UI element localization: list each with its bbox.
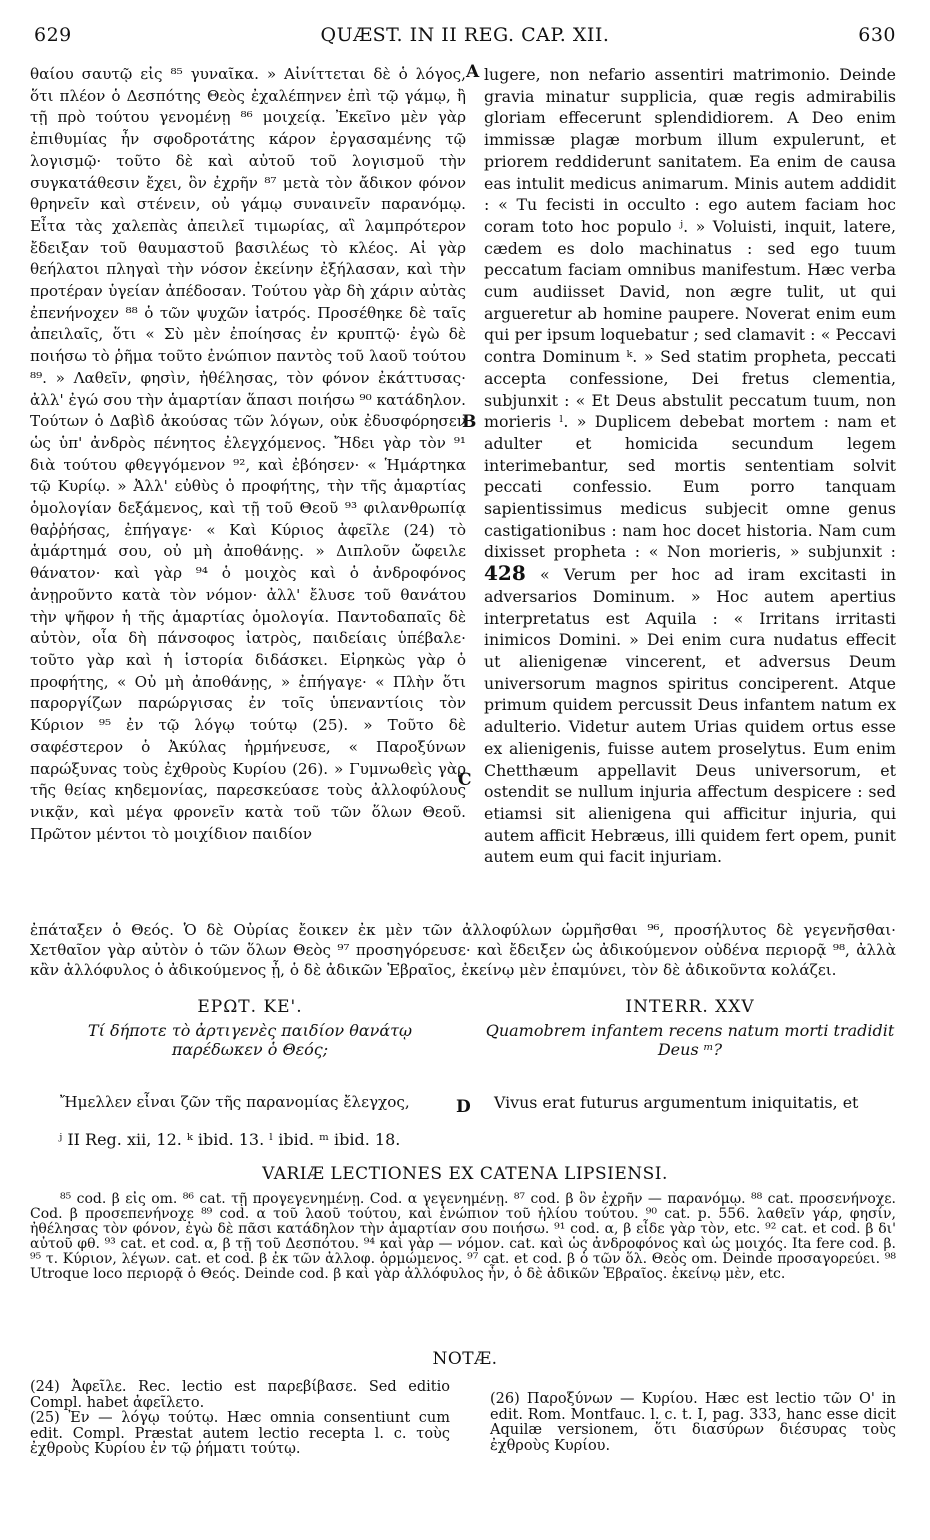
margin-letter-d: D bbox=[456, 1097, 471, 1117]
question-greek-title: ΕΡΩΤ. ΚΕ'. bbox=[197, 997, 303, 1017]
note-25: (25) Ἐν — λόγῳ τούτῳ. Hæc omnia consentiunt cum edit. Compl. Præstat autem lectio recepta l. c. τοὺς ἐχθροὺς Κυρίου ἐν τῷ ῥήματι τούτῳ. bbox=[30, 1410, 450, 1457]
scripture-references: ʲ II Reg. xii, 12. ᵏ ibid. 13. ˡ ibid. ᵐ ibid. 18. bbox=[58, 1130, 401, 1149]
greek-column bbox=[30, 64, 466, 845]
left-page-number: 629 bbox=[34, 24, 72, 46]
question-latin-text: Quamobrem infantem recens natum morti tradidit Deus ᵐ? bbox=[485, 1021, 895, 1059]
greek-full-width-text: ἐπάταξεν ὁ Θεός. Ὁ δὲ Οὐρίας ἔοικεν ἐκ μὲν τῶν ἀλλοφύλων ὡρμῆσθαι ⁹⁶, προσήλυτος δὲ γεγενῆσθαι· Χετθαῖον γὰρ αὐτὸν ὁ τῶν ὅλων Θεὸς ⁹⁷ προσηγόρευσε· καὶ ἔδειξεν ὡς ἀδικούμενον οὐδένα περιορᾷ ⁹⁸, ἀλλὰ κἂν ἀλλόφυλος ὁ ἀδικούμενος ᾖ, ὁ δὲ ἀδικῶν Ἑβραῖος, ἐκείνῳ μὲν ἐπαμύνει, τὸν δὲ ἀδικοῦντα κολάζει. bbox=[30, 921, 896, 979]
note-24: (24) Ἀφεῖλε. Rec. lectio est παρεβίβασε. Sed editio Compl. habet ἀφεῖλετο. bbox=[30, 1379, 450, 1411]
greek-column-text: θαίου σαυτῷ εἰς ⁸⁵ γυναῖκα. » Αἰνίττεται δὲ ὁ λόγος, ὅτι πλέον ὁ Δεσπότης Θεὸς ἐχαλέπηνεν ἐπὶ τῷ γάμῳ, ἢ τῇ πρὸ τούτου γενομένῃ ⁸⁶ μοιχείᾳ. Ἐκεῖνο μὲν γὰρ ἐπιθυμίας ἦν σφοδροτάτης κάρον ἐργασαμένης τῷ λογισμῷ· τοῦτο δὲ καὶ αὐτοῦ τοῦ λογισμοῦ τὴν συγκατάθεσιν ἔχει, ὃν ἐχρῆν ⁸⁷ μετὰ τὸν ἄδικον φόνον θρηνεῖν καὶ στένειν, οὐ γάμῳ συναινεῖν παρανόμῳ. Εἶτα τὰς χαλεπὰς ἀπειλεῖ τιμωρίας, αἳ λαμπρότερον ἔδειξαν τοῦ θαυμαστοῦ βασιλέως τὸ κλέος. Αἱ γὰρ θεήλατοι πληγαὶ τὴν νόσον ἐκείνην ἐξήλασαν, καὶ τὴν προτέραν ὑγείαν ἀπέδοσαν. Τούτου γὰρ δὴ χάριν αὐτὰς ἐπενήνοχεν ⁸⁸ ὁ τῶν ψυχῶν ἰατρός. Προσέθηκε δὲ ταῖς ἀπειλαῖς, ὅτι « Σὺ μὲν ἐποίησας ἐν κρυπτῷ· ἐγὼ δὲ ποιήσω τὸ ῥῆμα τοῦτο ἐνώπιον παντὸς τοῦ λαοῦ τούτου ⁸⁹. » Λαθεῖν, φησὶν, ἠθέλησας, τὸν φόνον ἐκάττυσας· ἀλλ' ἐγώ σου τὴν ἁμαρτίαν ἅπασι ποιήσω ⁹⁰ κατάδηλον. Τούτων ὁ Δαβὶδ ἀκούσας τῶν λόγων, οὐκ ἐδυσφόρησεν ὡς ὑπ' ἀνδρὸς πένητος ἐλεγχόμενος. Ἤδει γὰρ τὸν ⁹¹ διὰ τούτου φθεγγόμενον ⁹², καὶ ἐβόησεν· « Ἡμάρτηκα τῷ Κυρίῳ. » Ἀλλ' εὐθὺς ὁ προφήτης, τὴν τῆς ἁμαρτίας ὁμολογίαν δεξάμενος, καὶ τῇ τοῦ Θεοῦ ⁹³ φιλανθρωπίᾳ θαῤῥήσας, ἐπήγαγε· « Καὶ Κύριος ἀφεῖλε (24) τὸ ἁμάρτημά σου, οὐ μὴ ἀποθάνῃς. » Διπλοῦν ὤφειλε θάνατον· καὶ γὰρ ⁹⁴ ὁ μοιχὸς καὶ ὁ ἀνδροφόνος ἀνῃροῦντο κατὰ τὸν νόμον· ἀλλ' ἔλυσε τοῦ θανάτου τὴν ψῆφον ἡ τῆς ἁμαρτίας ὁμολογία. Παντοδαπαῖς δὲ αὐτὸν, οἷα δὴ πάνσοφος ἰατρὸς, παιδείαις ὑπέβαλε· τοῦτο γὰρ καὶ ἡ ἱστορία διδάσκει. Εἰρηκὼς γὰρ ὁ προφήτης, « Οὐ μὴ ἀποθάνῃς, » ἐπήγαγε· « Πλὴν ὅτι παροργίζων παρώργισας ἐν τοῖς ὑπεναντίοις τὸν Κύριον ⁹⁵ ἐν τῷ λόγῳ τούτῳ (25). » Τοῦτο δὲ σαφέστερον ὁ Ἀκύλας ἡρμήνευσε, « Παροξύνων παρώξυνας τοὺς ἐχθροὺς Κυρίου (26). » Γυμνωθεὶς γὰρ τῆς θείας κηδεμονίας, παρεσκεύασε τοὺς ἀλλοφύλους νικᾷν, καὶ μέγα φρονεῖν κατὰ τοῦ τῶν ὅλων Θεοῦ. Πρῶτον μέντοι τὸ μοιχίδιον παιδίον bbox=[30, 65, 466, 843]
margin-letter-c: C bbox=[458, 770, 472, 790]
latin-text-before: lugere, non nefario assentiri matrimonio. Deinde gravia minatur supplicia, quæ regis admirabilis gloriam effecerunt splendidiorem. A Deo enim immissæ plagæ morbum illum expulerunt, et priorem reddiderunt sanitatem. Ea enim de causa eas intulit medicus animarum. Minis autem addidit : « Tu fecisti in occulto : ego autem faciam hoc coram toto hoc populo ʲ. » Voluisti, inquit, latere, cædem es dolo machinatus : sed ego tuum peccatum faciam omnibus manifestum. Hæc verba cum audiisset David, non ægre tulit, ut qui argueretur ab homine paupere. Noverat enim eum qui per ipsum loquebatur ; sed clamavit : « Peccavi contra Dominum ᵏ. » Sed statim propheta, peccati accepta confessione, Dei fretus clementia, subjunxit : « Et Deus abstulit peccatum tuum, non morieris ˡ. » Duplicem debebat mortem : nam et adulter et homicida secundum legem interimebantur, sed mortis sententiam solvit peccati confessio. Eum porro tanquam sapientissimus medicus subjecit omne genus castigationibus : nam hoc docet historia. Nam cum dixisset propheta : « Non morieris, » subjunxit : bbox=[484, 65, 896, 562]
variae-text: ⁸⁵ cod. β εἰς om. ⁸⁶ cat. τῇ προγεγενημένῃ. Cod. α γεγενημένῃ. ⁸⁷ cod. β ὃν ἐχρῆν — παρανόμῳ. ⁸⁸ cat. προσενήνοχε. Cod. β προσεπενήνοχε ⁸⁹ cod. α τοῦ λαοῦ τούτου, καὶ ἐνώπιον τοῦ ἡλίου τούτου. ⁹⁰ cat. p. 556. λαθεῖν γάρ, φησίν, ἠθέλησας τὸν φόνον, ἐγὼ δὲ πᾶσι κατάδηλον τὴν ἁμαρτίαν σου ποιήσω. ⁹¹ cod. α, β εἶδε γὰρ τὸν, etc. ⁹² cat. et cod. β δι' αὐτοῦ φθ. ⁹³ cat. et cod. α, β τῇ τοῦ Δεσπότου. ⁹⁴ καὶ γὰρ — νόμον. cat. καὶ ὡς ἀνδροφόνος καὶ ὡς μοιχός. Ita fere cod. β. ⁹⁵ τ. Κύριον, λέγων. cat. et cod. β ἐκ τῶν ἀλλοφ. ὁρμώμενος. ⁹⁷ cat. et cod. β ὁ τῶν ὅλ. Θεὸς om. Deinde προσαγορεύει. ⁹⁸ Utroque loco περιορᾷ ὁ Θεός. Deinde cod. β καὶ γὰρ ἀλλόφυλος ἦν, ὁ δὲ ἀδικῶν Ἑβραῖος. ἐκείνῳ μὲν, etc. bbox=[30, 1191, 896, 1282]
running-header bbox=[0, 24, 930, 60]
question-greek-block bbox=[60, 997, 440, 1059]
margin-letter-b: B bbox=[462, 412, 477, 432]
latin-page-mark: 428 bbox=[484, 561, 526, 586]
answer-latin-start: Vivus erat futurus argumentum iniquitatis, et bbox=[494, 1093, 859, 1112]
answer-greek-start: Ἤμελλεν εἶναι ζῶν τῆς παρανομίας ἔλεγχος, bbox=[60, 1093, 410, 1111]
question-latin-title: INTERR. XXV bbox=[625, 997, 755, 1017]
margin-letter-a: A bbox=[466, 62, 480, 82]
latin-column-text bbox=[484, 64, 896, 868]
notae-right-column bbox=[490, 1392, 896, 1454]
variae-title: VARIÆ LECTIONES EX CATENA LIPSIENSI. bbox=[262, 1164, 668, 1184]
page-title: QUÆST. IN II REG. CAP. XII. bbox=[320, 24, 610, 46]
latin-column bbox=[484, 64, 896, 868]
latin-text-after: « Verum per hoc ad iram excitasti in adversarios Dominum. » Hoc autem apertius interpretatus est Aquila : « Irritans irritasti inimicos Domini. » Dei enim cura nudatus effecit ut alienigenæ vincerent, et adversus Deum universorum magnos spiritus conciperent. Atque primum quidem percussit Deus infantem natum ex adulterio. Videtur autem Urias quidem ortus esse ex alienigenis, fuisse autem proselytus. Eum enim Chetthæum appellavit Deus universorum, et ostendit se nullum injuria affectum despicere : sed etiamsi sit alienigena qui afficitur injuria, qui autem afficit Hebræus, illi quidem fert opem, punit autem eum qui facit injuriam. bbox=[484, 565, 896, 867]
note-26: (26) Παροξύνων — Κυρίου. Hæc est lectio τῶν O' in edit. Rom. Montfauc. l. c. t. I, pag. 333, hanc esse dicit Aquilæ versionem, ὅτι διασύρων διέσυρας τοὺς ἐχθροὺς Κυρίου. bbox=[490, 1391, 896, 1454]
notae-title: NOTÆ. bbox=[432, 1349, 498, 1369]
question-latin-block bbox=[484, 997, 896, 1059]
right-page-number: 630 bbox=[858, 24, 896, 46]
question-greek-text: Τί δήποτε τὸ ἀρτιγενὲς παιδίον θανάτῳ παρέδωκεν ὁ Θεός; bbox=[87, 1021, 413, 1059]
notae-left-column bbox=[30, 1380, 450, 1458]
